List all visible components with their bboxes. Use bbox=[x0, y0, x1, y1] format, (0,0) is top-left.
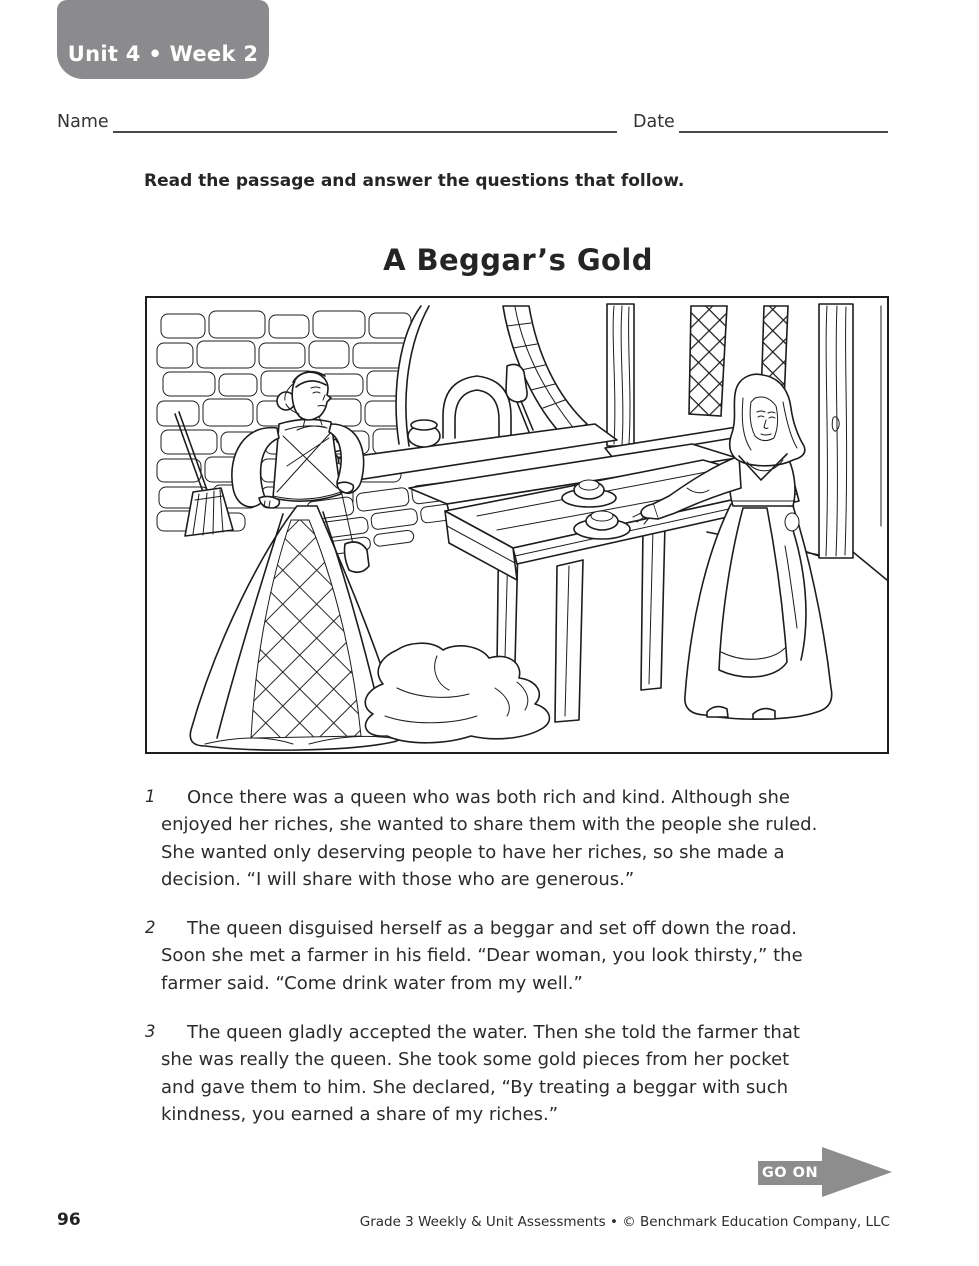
instruction-text: Read the passage and answer the questions that follow. bbox=[144, 171, 685, 191]
paragraph-line: She wanted only deserving people to have her riches, so she made a bbox=[161, 841, 785, 863]
paragraph-line: decision. “I will share with those who are generous.” bbox=[161, 868, 635, 890]
paragraph-line: kindness, you earned a share of my riches.” bbox=[161, 1103, 559, 1125]
go-on-arrow-icon bbox=[822, 1147, 892, 1197]
paragraph-number: 2 bbox=[145, 918, 156, 938]
paragraph-line: Soon she met a farmer in his field. “Dear woman, you look thirsty,” the bbox=[161, 945, 803, 967]
paragraph-line: enjoyed her riches, she wanted to share them with the people she ruled. bbox=[161, 814, 818, 836]
date-label: Date bbox=[633, 112, 675, 132]
date-input-line[interactable] bbox=[679, 131, 888, 133]
illustration-image bbox=[147, 298, 887, 752]
go-on-label: GO ON bbox=[761, 1165, 819, 1181]
page-number: 96 bbox=[57, 1210, 81, 1230]
passage-paragraph-1 bbox=[144, 784, 904, 893]
name-label: Name bbox=[57, 112, 109, 132]
cloth-graphic bbox=[365, 643, 549, 743]
paragraph-line: farmer said. “Come drink water from my well.” bbox=[161, 972, 583, 994]
paragraph-line: The queen gladly accepted the water. Then she told the farmer that bbox=[187, 1022, 800, 1044]
paragraph-line: and gave them to him. She declared, “By treating a beggar with such bbox=[161, 1076, 789, 1098]
go-on-button[interactable] bbox=[758, 1147, 892, 1198]
passage-body bbox=[144, 784, 904, 1150]
passage-paragraph-2 bbox=[144, 915, 904, 997]
paragraph-line: Once there was a queen who was both rich and kind. Although she bbox=[187, 787, 790, 808]
unit-week-tab bbox=[57, 0, 269, 79]
unit-week-label: Unit 4 • Week 2 bbox=[67, 42, 259, 66]
paragraph-number: 3 bbox=[145, 1022, 156, 1042]
paragraph-line: The queen disguised herself as a beggar and set off down the road. bbox=[187, 918, 798, 940]
pot-graphic bbox=[408, 420, 440, 447]
name-input-line[interactable] bbox=[113, 131, 617, 133]
passage-title: A Beggar’s Gold bbox=[383, 243, 653, 277]
footer-credit: Grade 3 Weekly & Unit Assessments • © Benchmark Education Company, LLC bbox=[359, 1214, 890, 1230]
passage-illustration bbox=[145, 296, 889, 754]
passage-paragraph-3 bbox=[144, 1019, 904, 1128]
paragraph-number: 1 bbox=[145, 787, 156, 806]
paragraph-line: she was really the queen. She took some gold pieces from her pocket bbox=[161, 1049, 790, 1071]
